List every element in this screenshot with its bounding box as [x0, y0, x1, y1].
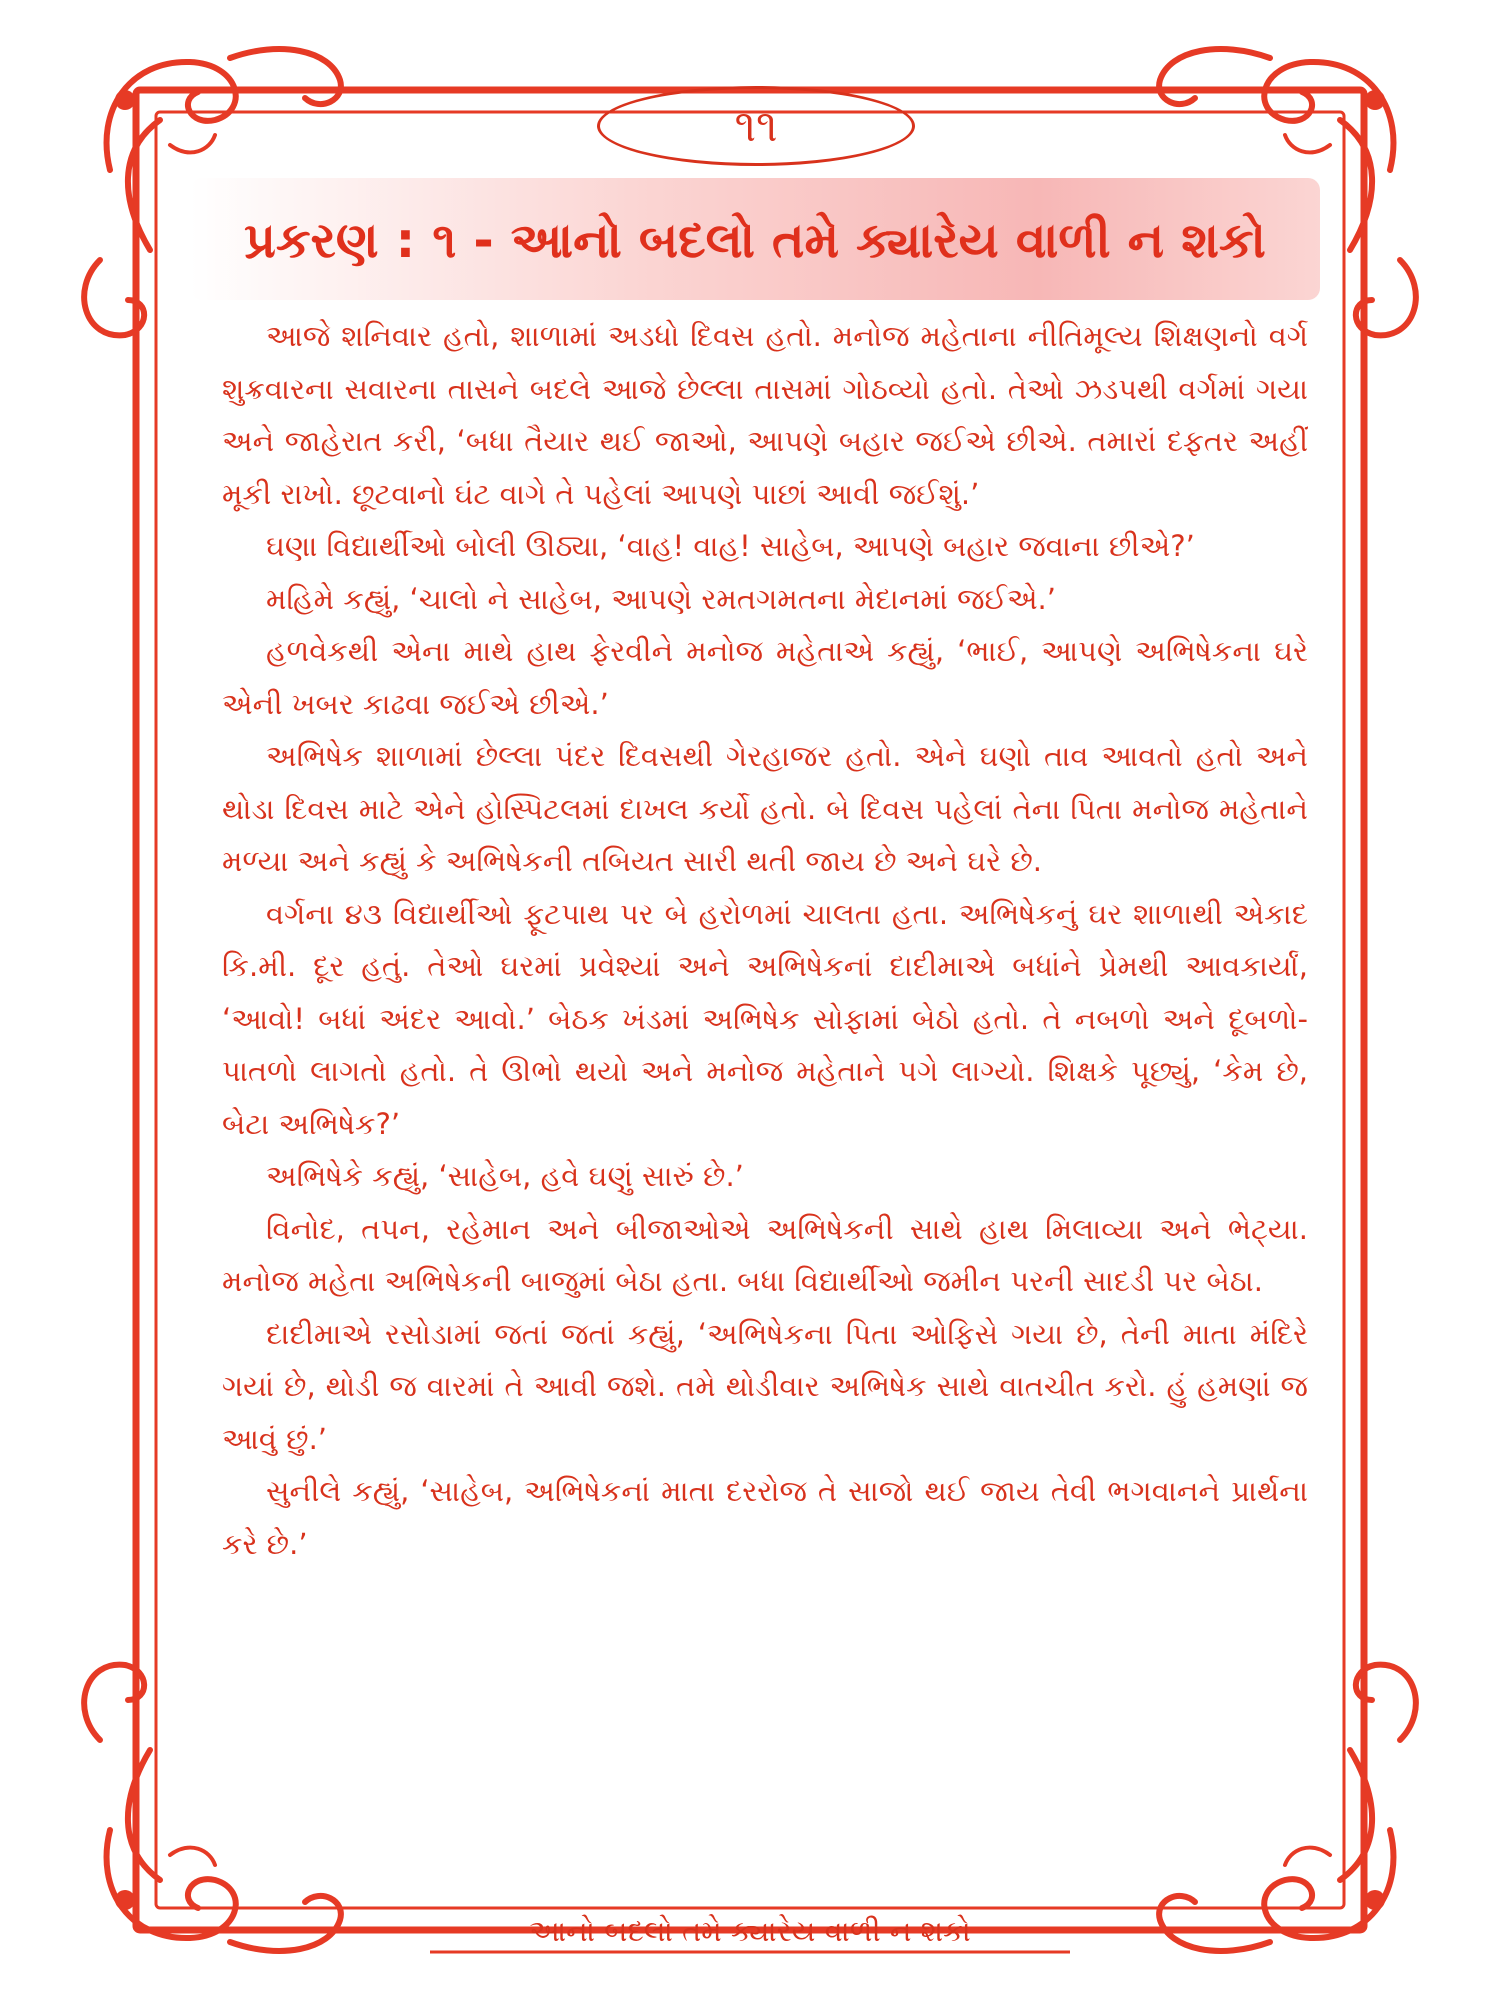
- paragraph: સુનીલે કહ્યું, ‘સાહેબ, અભિષેકનાં માતા દરરોજ તે સાજો થઈ જાય તેવી ભગવાનને પ્રાર્થના કરે છે.’: [222, 1474, 1308, 1561]
- paragraph: અભિષેકે કહ્યું, ‘સાહેબ, હવે ઘણું સારું છે.’: [266, 1159, 744, 1193]
- paragraph: વર્ગના ૪૩ વિદ્યાર્થીઓ ફૂટપાથ પર બે હરોળમાં ચાલતા હતા. અભિષેકનું ઘર શાળાથી એકાદ કિ.મી. દૂર હતું. તેઓ ઘરમાં પ્રવેશ્યાં અને અભિષેકનાં દાદીમાએ બધાંને પ્રેમથી આવકાર્યાં, ‘આવો! બધાં અંદર આવો.’ બેઠક ખંડમાં અભિષેક સોફામાં બેઠો હતો. તે નબળો અને દૂબળો-પાતળો લાગતો હતો. તે ઊભો થયો અને મનોજ મહેતાને પગે લાગ્યો. શિક્ષકે પૂછ્યું, ‘કેમ છે, બેટા અભિષેક?’: [222, 896, 1308, 1141]
- paragraph: વિનોદ, તપન, રહેમાન અને બીજાઓએ અભિષેકની સાથે હાથ મિલાવ્યા અને ભેટ્યા. મનોજ મહેતા અભિષેકની બાજુમાં બેઠા હતા. બધા વિદ્યાર્થીઓ જમીન પરની સાદડી પર બેઠા.: [222, 1211, 1308, 1298]
- chapter-title: પ્રકરણ : ૧ - આનો બદલો તમે ક્યારેય વાળી ન શકો: [244, 212, 1266, 269]
- paragraph: હળવેકથી એના માથે હાથ ફેરવીને મનોજ મહેતાએ કહ્યું, ‘ભાઈ, આપણે અભિષેકના ઘરે એની ખબર કાઢવા જઈએ છીએ.’: [222, 634, 1308, 721]
- body-text: [222, 310, 1308, 1570]
- paragraph: આજે શનિવાર હતો, શાળામાં અડધો દિવસ હતો. મનોજ મહેતાના નીતિમૂલ્ય શિક્ષણનો વર્ગ શુક્રવારના સવારના તાસને બદલે આજે છેલ્લા તાસમાં ગોઠવ્યો હતો. તેઓ ઝડપથી વર્ગમાં ગયા અને જાહેરાત કરી, ‘બધા તૈયાર થઈ જાઓ, આપણે બહાર જઈએ છીએ. તમારાં દફતર અહીં મૂકી રાખો. છૂટવાનો ઘંટ વાગે તે પહેલાં આપણે પાછાં આવી જઈશું.’: [222, 319, 1308, 511]
- paragraph: અભિષેક શાળામાં છેલ્લા પંદર દિવસથી ગેરહાજર હતો. એને ઘણો તાવ આવતો હતો અને થોડા દિવસ માટે એને હોસ્પિટલમાં દાખલ કર્યો હતો. બે દિવસ પહેલાં તેના પિતા મનોજ મહેતાને મળ્યા અને કહ્યું કે અભિષેકની તબિયત સારી થતી જાય છે અને ઘરે છે.: [222, 739, 1308, 878]
- paragraph: ઘણા વિદ્યાર્થીઓ બોલી ઊઠ્યા, ‘વાહ! વાહ! સાહેબ, આપણે બહાર જવાના છીએ?’: [266, 529, 1195, 563]
- paragraph: દાદીમાએ રસોડામાં જતાં જતાં કહ્યું, ‘અભિષેકના પિતા ઓફિસે ગયા છે, તેની માતા મંદિરે ગયાં છે, થોડી જ વારમાં તે આવી જશે. તમે થોડીવાર અભિષેક સાથે વાતચીત કરો. હું હમણાં જ આવું છું.’: [222, 1316, 1308, 1456]
- paragraph: મહિમે કહ્યું, ‘ચાલો ને સાહેબ, આપણે રમતગમતના મેદાનમાં જઈએ.’: [266, 581, 1056, 616]
- running-footer: આનો બદલો તમે ક્યારેય વાળી ન શકો: [529, 1914, 971, 1948]
- page-number: ૧૧: [734, 101, 778, 152]
